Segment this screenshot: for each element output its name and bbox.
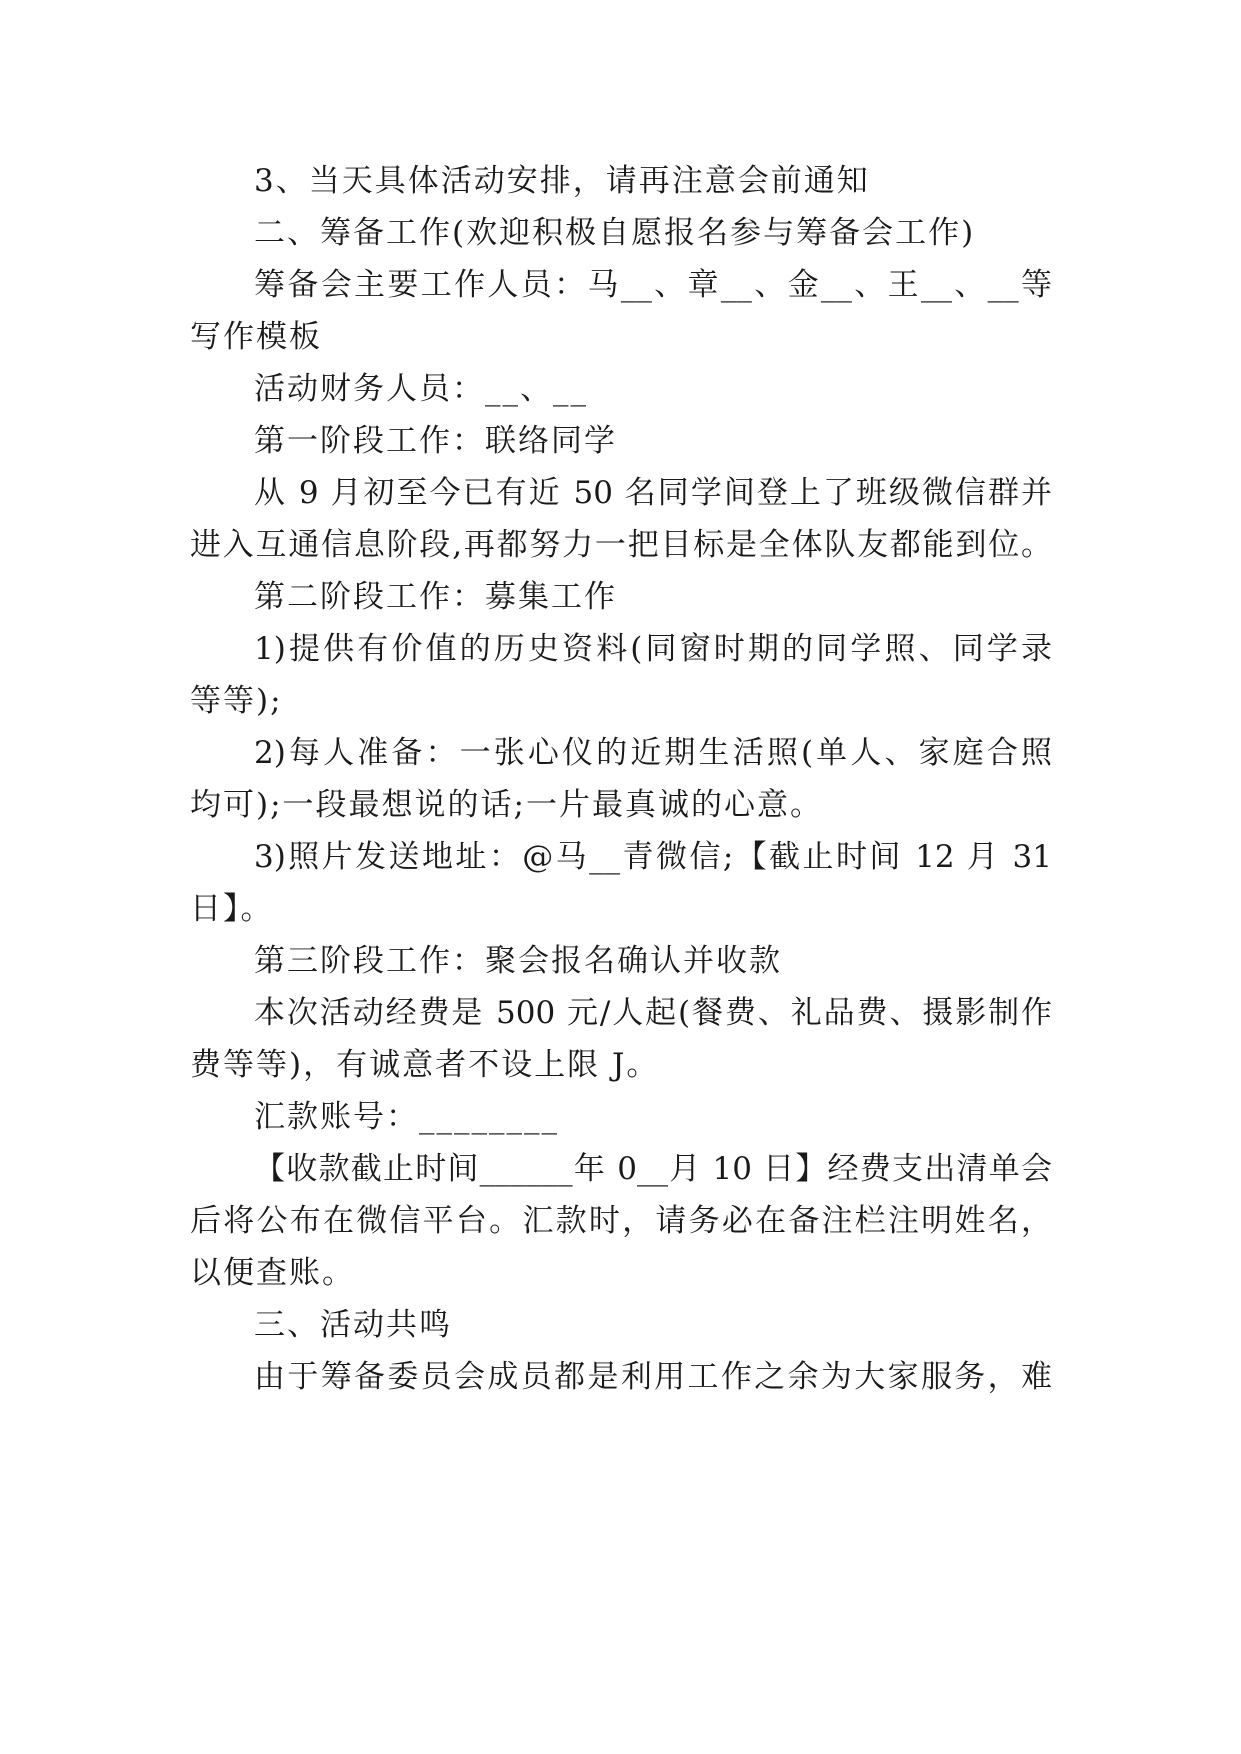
text-line-20: 【收款截止时间______年 0__月 10 日】经费支出清单会 [254,1151,1052,1187]
text-line-4: 写作模板 [190,319,322,355]
text-line-18: 费等等)，有诚意者不设上限 J。 [190,1047,660,1083]
text-line-19: 汇款账号：________ [254,1099,559,1135]
text-line-21: 后将公布在微信平台。汇款时，请务必在备注栏注明姓名， [190,1203,1052,1239]
text-line-10: 1)提供有价值的历史资料(同窗时期的同学照、同学录 [254,631,1052,667]
text-line-7: 从 9 月初至今已有近 50 名同学间登上了班级微信群并 [254,475,1052,511]
text-line-2: 二、筹备工作(欢迎积极自愿报名参与筹备会工作) [254,215,976,251]
text-line-5: 活动财务人员：__、__ [254,371,588,407]
text-line-23: 三、活动共鸣 [254,1307,452,1343]
text-line-8: 进入互通信息阶段,再都努力一把目标是全体队友都能到位。 [190,527,1052,563]
text-line-6: 第一阶段工作：联络同学 [254,423,617,459]
text-line-22: 以便查账。 [190,1255,355,1291]
text-line-13: 均可);一段最想说的话;一片最真诚的心意。 [190,787,823,823]
text-line-24: 由于筹备委员会成员都是利用工作之余为大家服务，难 [254,1359,1052,1395]
text-line-15: 日】。 [190,891,274,927]
text-line-14: 3)照片发送地址：@马__青微信;【截止时间 12 月 31 [254,839,1052,875]
text-line-1: 3、当天具体活动安排，请再注意会前通知 [254,163,870,199]
text-line-3: 筹备会主要工作人员：马__、章__、金__、王__、__等 [254,267,1052,303]
text-line-17: 本次活动经费是 500 元/人起(餐费、礼品费、摄影制作 [254,995,1052,1031]
text-line-16: 第三阶段工作：聚会报名确认并收款 [254,943,782,979]
text-line-12: 2)每人准备：一张心仪的近期生活照(单人、家庭合照 [254,735,1052,771]
text-line-9: 第二阶段工作：募集工作 [254,579,617,615]
text-line-11: 等等); [190,683,283,719]
